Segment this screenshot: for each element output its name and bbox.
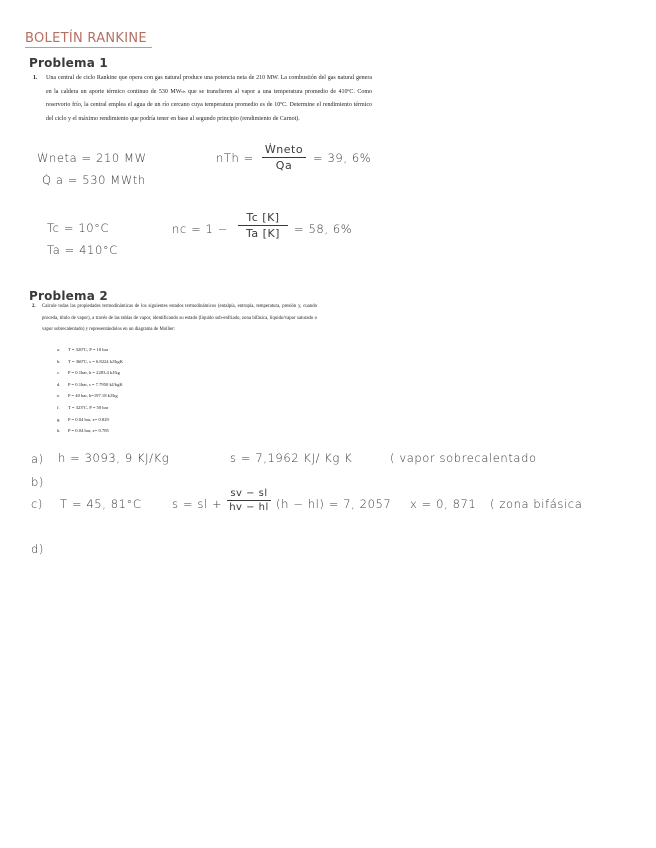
list-item: d. P = 0.1bar, s = 7.7950 kJ/kgK [57,381,123,387]
list-item: g. P = 0.04 bar, x= 0.829 [57,416,109,422]
answer-d-label: d) [31,542,44,556]
list-item: h. P = 0.04 bar, x= 0.785 [57,428,109,434]
title-underline [25,47,152,48]
answer-c-entropy-rhs: (h − hl) = 7, 2057 [276,497,392,511]
answer-c-quality: x = 0, 871 [410,497,477,511]
answer-c-entropy-fraction [227,488,271,513]
problem-2-text: Calcule todas las propiedades termodinámicas de los siguientes estados termodinámicos (entalpía, entropía, temperatura, presión y, cuando proceda, título de vapor), a través de las tablas de vapor, identificando su estado (líquido sub-enfriado, zona bifásica, líquido/vapor saturado o vapor sobrecalentado) y representándolos en un diagrama de Mollier: [42,304,317,332]
list-item: f. T = 323ºC, P = 50 bar [57,405,109,410]
eta-th-denominator: Qa [275,159,293,172]
list-item: a. T = 320ºC, P = 10 bar [57,347,109,352]
problem-1-statement [33,72,372,126]
problem-2-heading: Problema 2 [29,289,108,303]
problem-2-statement [32,301,317,336]
problem-1-number: 1. [33,75,38,81]
eta-th-numerator: Ẇneto [264,143,304,156]
eta-th-fraction [262,143,306,172]
answer-a-entropy: s = 7,1962 KJ/ Kg K [230,451,353,465]
eta-th-fraction-bar [262,157,306,158]
document-title: BOLETÍN RANKINE [25,31,147,46]
answer-b-label: b) [31,475,44,489]
eta-c-lhs: nc = 1 − [172,222,228,236]
eta-th-lhs: nTh = [216,151,254,165]
eta-th-result: = 39, 6% [313,151,372,165]
eta-c-fraction [238,211,288,240]
eta-c-result: = 58, 6% [294,222,353,236]
answer-c-fraction-numerator: sv − sl [230,488,268,499]
problem-1-heading: Problema 1 [29,56,108,70]
ta-value: Ta = 410°C [47,243,118,257]
eta-c-denominator: Ta [K] [246,227,280,240]
problem-1-text: Una central de ciclo Rankine que opera con gas natural produce una potencia neta de 210 MW. La combustión del gas natural genera en la caldera un aporte térmico continuo de 530 MWₜₕ que se transfieren al vapor a una temperatura promedio de 410ºC. Como reservorio frío, la central emplea el agua de un río cercano cuya temperatura promedio es de 10ºC. Determine el rendimiento térmico del ciclo y el máximo rendimiento que podría tener en base al segundo principio (rendimiento de Carnot). [46,75,372,122]
problem-2-number: 2. [32,304,36,309]
eta-c-fraction-bar [238,225,288,226]
answer-c-fraction-bar [227,500,271,501]
eta-c-numerator: Tc [K] [246,211,280,224]
list-item: e. P = 40 bar, h=197.18 kJ/kg [57,393,118,399]
answer-a-state: ( vapor sobrecalentado [390,451,537,465]
answer-c-entropy-lhs: s = sl + [172,497,223,511]
list-item: b. T = 360ºC, s = 6.8224 kJ/kgK [57,358,124,364]
answer-c-temperature: T = 45, 81°C [60,497,142,511]
tc-value: Tc = 10°C [47,221,110,235]
w-neta-value: Ẇneta = 210 MW [37,151,147,165]
answer-a-enthalpy: h = 3093, 9 KJ/Kg [58,451,170,465]
answer-c-state: ( zona bifásica [490,497,583,511]
list-item: c. P = 0.1bar, h = 2283.4 kJ/kg [57,370,120,376]
answer-c-label: c) [31,497,44,511]
q-a-value: Q̇ a = 530 MWth [42,173,146,187]
answer-c-fraction-denominator: hv − hl [229,502,269,513]
answer-a-label: a) [31,452,44,466]
